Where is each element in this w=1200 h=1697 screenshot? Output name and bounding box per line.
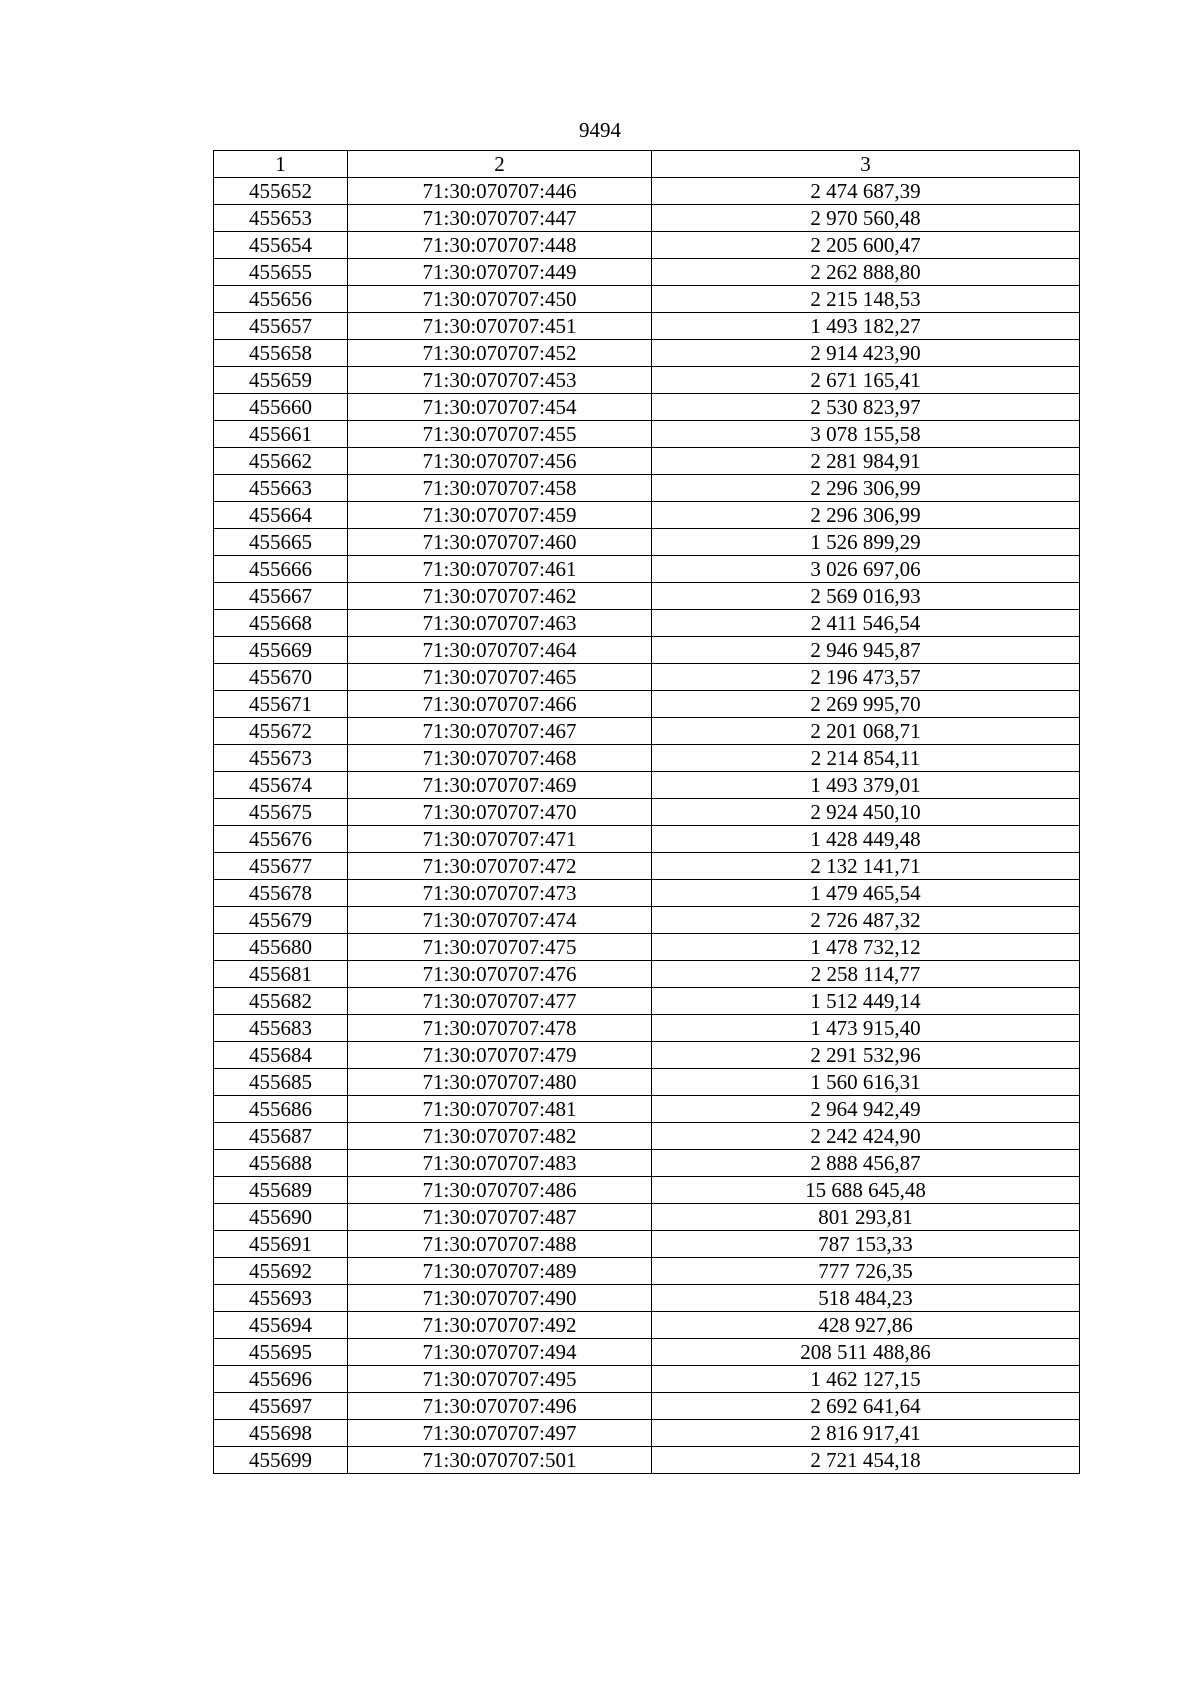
row-number-cell: 455663 xyxy=(214,475,348,502)
cadastral-number-cell: 71:30:070707:453 xyxy=(348,367,652,394)
table-row xyxy=(214,907,1080,934)
cadastral-value-cell: 2 964 942,49 xyxy=(652,1096,1080,1123)
table-row xyxy=(214,448,1080,475)
cadastral-value-cell: 1 493 182,27 xyxy=(652,313,1080,340)
table-row xyxy=(214,853,1080,880)
table-row xyxy=(214,475,1080,502)
table-row xyxy=(214,961,1080,988)
table-row xyxy=(214,313,1080,340)
cadastral-number-cell: 71:30:070707:456 xyxy=(348,448,652,475)
cadastral-value-cell: 2 914 423,90 xyxy=(652,340,1080,367)
cadastral-number-cell: 71:30:070707:480 xyxy=(348,1069,652,1096)
row-number-cell: 455667 xyxy=(214,583,348,610)
cadastral-number-cell: 71:30:070707:490 xyxy=(348,1285,652,1312)
table-row xyxy=(214,1069,1080,1096)
cadastral-number-cell: 71:30:070707:474 xyxy=(348,907,652,934)
cadastral-number-cell: 71:30:070707:465 xyxy=(348,664,652,691)
table-row xyxy=(214,1150,1080,1177)
row-number-cell: 455696 xyxy=(214,1366,348,1393)
cadastral-value-cell: 2 205 600,47 xyxy=(652,232,1080,259)
cadastral-number-cell: 71:30:070707:458 xyxy=(348,475,652,502)
table-row xyxy=(214,583,1080,610)
table-row xyxy=(214,745,1080,772)
cadastral-number-cell: 71:30:070707:479 xyxy=(348,1042,652,1069)
table-row xyxy=(214,394,1080,421)
cadastral-value-cell: 2 530 823,97 xyxy=(652,394,1080,421)
cadastral-number-cell: 71:30:070707:448 xyxy=(348,232,652,259)
cadastral-value-cell: 3 026 697,06 xyxy=(652,556,1080,583)
cadastral-value-cell: 2 269 995,70 xyxy=(652,691,1080,718)
row-number-cell: 455681 xyxy=(214,961,348,988)
cadastral-number-cell: 71:30:070707:501 xyxy=(348,1447,652,1474)
row-number-cell: 455684 xyxy=(214,1042,348,1069)
row-number-cell: 455661 xyxy=(214,421,348,448)
table-row xyxy=(214,718,1080,745)
cadastral-number-cell: 71:30:070707:468 xyxy=(348,745,652,772)
table-row xyxy=(214,205,1080,232)
cadastral-value-cell: 2 671 165,41 xyxy=(652,367,1080,394)
row-number-cell: 455690 xyxy=(214,1204,348,1231)
cadastral-value-cell: 2 474 687,39 xyxy=(652,178,1080,205)
table-row xyxy=(214,637,1080,664)
row-number-cell: 455657 xyxy=(214,313,348,340)
cadastral-number-cell: 71:30:070707:497 xyxy=(348,1420,652,1447)
table-row xyxy=(214,1096,1080,1123)
cadastral-number-cell: 71:30:070707:494 xyxy=(348,1339,652,1366)
cadastral-value-cell: 2 132 141,71 xyxy=(652,853,1080,880)
table-row xyxy=(214,178,1080,205)
table-row xyxy=(214,1420,1080,1447)
table-row xyxy=(214,1312,1080,1339)
table-row xyxy=(214,1339,1080,1366)
cadastral-number-cell: 71:30:070707:475 xyxy=(348,934,652,961)
cadastral-value-cell: 208 511 488,86 xyxy=(652,1339,1080,1366)
table-row xyxy=(214,1285,1080,1312)
table-row xyxy=(214,1177,1080,1204)
row-number-cell: 455687 xyxy=(214,1123,348,1150)
row-number-cell: 455665 xyxy=(214,529,348,556)
cadastral-value-cell: 1 526 899,29 xyxy=(652,529,1080,556)
row-number-cell: 455662 xyxy=(214,448,348,475)
cadastral-value-cell: 428 927,86 xyxy=(652,1312,1080,1339)
row-number-cell: 455677 xyxy=(214,853,348,880)
row-number-cell: 455689 xyxy=(214,1177,348,1204)
cadastral-number-cell: 71:30:070707:496 xyxy=(348,1393,652,1420)
table-body xyxy=(214,178,1080,1474)
table-row xyxy=(214,367,1080,394)
row-number-cell: 455693 xyxy=(214,1285,348,1312)
cadastral-value-cell: 518 484,23 xyxy=(652,1285,1080,1312)
table-row xyxy=(214,799,1080,826)
cadastral-number-cell: 71:30:070707:476 xyxy=(348,961,652,988)
table-row xyxy=(214,232,1080,259)
cadastral-value-cell: 1 493 379,01 xyxy=(652,772,1080,799)
cadastral-number-cell: 71:30:070707:488 xyxy=(348,1231,652,1258)
cadastral-number-cell: 71:30:070707:473 xyxy=(348,880,652,907)
page-number: 9494 xyxy=(579,118,621,142)
header-row xyxy=(214,151,1080,178)
row-number-cell: 455659 xyxy=(214,367,348,394)
cadastral-value-cell: 2 215 148,53 xyxy=(652,286,1080,313)
cadastral-number-cell: 71:30:070707:489 xyxy=(348,1258,652,1285)
cadastral-value-cell: 3 078 155,58 xyxy=(652,421,1080,448)
table-row xyxy=(214,691,1080,718)
cadastral-number-cell: 71:30:070707:471 xyxy=(348,826,652,853)
row-number-cell: 455683 xyxy=(214,1015,348,1042)
table-row xyxy=(214,772,1080,799)
cadastral-number-cell: 71:30:070707:495 xyxy=(348,1366,652,1393)
row-number-cell: 455679 xyxy=(214,907,348,934)
table-row xyxy=(214,259,1080,286)
cadastral-value-cell: 2 296 306,99 xyxy=(652,475,1080,502)
table-row xyxy=(214,340,1080,367)
cadastral-value-cell: 1 462 127,15 xyxy=(652,1366,1080,1393)
table-row xyxy=(214,664,1080,691)
row-number-cell: 455654 xyxy=(214,232,348,259)
row-number-cell: 455686 xyxy=(214,1096,348,1123)
table-row xyxy=(214,610,1080,637)
row-number-cell: 455676 xyxy=(214,826,348,853)
cadastral-number-cell: 71:30:070707:459 xyxy=(348,502,652,529)
table-row xyxy=(214,286,1080,313)
row-number-cell: 455671 xyxy=(214,691,348,718)
cadastral-value-cell: 777 726,35 xyxy=(652,1258,1080,1285)
cadastral-number-cell: 71:30:070707:447 xyxy=(348,205,652,232)
row-number-cell: 455694 xyxy=(214,1312,348,1339)
cadastral-value-cell: 2 888 456,87 xyxy=(652,1150,1080,1177)
cadastral-value-cell: 1 478 732,12 xyxy=(652,934,1080,961)
cadastral-value-cell: 2 291 532,96 xyxy=(652,1042,1080,1069)
cadastral-value-table xyxy=(213,150,1080,1474)
cadastral-number-cell: 71:30:070707:470 xyxy=(348,799,652,826)
row-number-cell: 455660 xyxy=(214,394,348,421)
cadastral-number-cell: 71:30:070707:466 xyxy=(348,691,652,718)
row-number-cell: 455691 xyxy=(214,1231,348,1258)
cadastral-number-cell: 71:30:070707:486 xyxy=(348,1177,652,1204)
cadastral-number-cell: 71:30:070707:446 xyxy=(348,178,652,205)
cadastral-number-cell: 71:30:070707:461 xyxy=(348,556,652,583)
cadastral-value-cell: 2 726 487,32 xyxy=(652,907,1080,934)
cadastral-number-cell: 71:30:070707:469 xyxy=(348,772,652,799)
table-row xyxy=(214,1042,1080,1069)
cadastral-value-cell: 2 214 854,11 xyxy=(652,745,1080,772)
cadastral-value-cell: 801 293,81 xyxy=(652,1204,1080,1231)
table-row xyxy=(214,826,1080,853)
table-row xyxy=(214,529,1080,556)
cadastral-value-cell: 2 692 641,64 xyxy=(652,1393,1080,1420)
cadastral-value-cell: 15 688 645,48 xyxy=(652,1177,1080,1204)
table-row xyxy=(214,1447,1080,1474)
cadastral-number-cell: 71:30:070707:449 xyxy=(348,259,652,286)
cadastral-value-cell: 2 569 016,93 xyxy=(652,583,1080,610)
cadastral-value-cell: 2 242 424,90 xyxy=(652,1123,1080,1150)
table-row xyxy=(214,988,1080,1015)
table-row xyxy=(214,1258,1080,1285)
cadastral-number-cell: 71:30:070707:454 xyxy=(348,394,652,421)
cadastral-value-cell: 1 560 616,31 xyxy=(652,1069,1080,1096)
row-number-cell: 455653 xyxy=(214,205,348,232)
table-row xyxy=(214,1231,1080,1258)
table-row xyxy=(214,880,1080,907)
cadastral-number-cell: 71:30:070707:451 xyxy=(348,313,652,340)
cadastral-number-cell: 71:30:070707:482 xyxy=(348,1123,652,1150)
row-number-cell: 455674 xyxy=(214,772,348,799)
cadastral-number-cell: 71:30:070707:460 xyxy=(348,529,652,556)
row-number-cell: 455688 xyxy=(214,1150,348,1177)
table-row xyxy=(214,502,1080,529)
row-number-cell: 455666 xyxy=(214,556,348,583)
table-row xyxy=(214,1366,1080,1393)
table-row xyxy=(214,421,1080,448)
cadastral-number-cell: 71:30:070707:472 xyxy=(348,853,652,880)
cadastral-value-cell: 2 258 114,77 xyxy=(652,961,1080,988)
row-number-cell: 455655 xyxy=(214,259,348,286)
row-number-cell: 455682 xyxy=(214,988,348,1015)
row-number-cell: 455692 xyxy=(214,1258,348,1285)
row-number-cell: 455699 xyxy=(214,1447,348,1474)
cadastral-number-cell: 71:30:070707:492 xyxy=(348,1312,652,1339)
row-number-cell: 455670 xyxy=(214,664,348,691)
column-header-cadastral-number: 2 xyxy=(348,151,652,178)
cadastral-number-cell: 71:30:070707:483 xyxy=(348,1150,652,1177)
cadastral-value-cell: 2 721 454,18 xyxy=(652,1447,1080,1474)
cadastral-value-cell: 2 411 546,54 xyxy=(652,610,1080,637)
table-row xyxy=(214,1204,1080,1231)
cadastral-value-cell: 2 281 984,91 xyxy=(652,448,1080,475)
row-number-cell: 455658 xyxy=(214,340,348,367)
row-number-cell: 455695 xyxy=(214,1339,348,1366)
cadastral-number-cell: 71:30:070707:478 xyxy=(348,1015,652,1042)
cadastral-number-cell: 71:30:070707:487 xyxy=(348,1204,652,1231)
column-header-number: 1 xyxy=(214,151,348,178)
row-number-cell: 455685 xyxy=(214,1069,348,1096)
cadastral-value-cell: 2 262 888,80 xyxy=(652,259,1080,286)
cadastral-number-cell: 71:30:070707:462 xyxy=(348,583,652,610)
column-header-value: 3 xyxy=(652,151,1080,178)
table-row xyxy=(214,934,1080,961)
row-number-cell: 455672 xyxy=(214,718,348,745)
table-header xyxy=(214,151,1080,178)
row-number-cell: 455673 xyxy=(214,745,348,772)
table-row xyxy=(214,1393,1080,1420)
cadastral-number-cell: 71:30:070707:464 xyxy=(348,637,652,664)
row-number-cell: 455675 xyxy=(214,799,348,826)
row-number-cell: 455680 xyxy=(214,934,348,961)
cadastral-value-cell: 1 428 449,48 xyxy=(652,826,1080,853)
cadastral-number-cell: 71:30:070707:477 xyxy=(348,988,652,1015)
row-number-cell: 455669 xyxy=(214,637,348,664)
row-number-cell: 455652 xyxy=(214,178,348,205)
row-number-cell: 455698 xyxy=(214,1420,348,1447)
cadastral-number-cell: 71:30:070707:467 xyxy=(348,718,652,745)
row-number-cell: 455678 xyxy=(214,880,348,907)
cadastral-value-cell: 2 816 917,41 xyxy=(652,1420,1080,1447)
row-number-cell: 455697 xyxy=(214,1393,348,1420)
cadastral-value-cell: 2 296 306,99 xyxy=(652,502,1080,529)
cadastral-value-cell: 2 201 068,71 xyxy=(652,718,1080,745)
cadastral-value-cell: 2 970 560,48 xyxy=(652,205,1080,232)
cadastral-value-cell: 1 479 465,54 xyxy=(652,880,1080,907)
row-number-cell: 455656 xyxy=(214,286,348,313)
row-number-cell: 455664 xyxy=(214,502,348,529)
cadastral-number-cell: 71:30:070707:463 xyxy=(348,610,652,637)
cadastral-number-cell: 71:30:070707:481 xyxy=(348,1096,652,1123)
table-row xyxy=(214,1123,1080,1150)
row-number-cell: 455668 xyxy=(214,610,348,637)
cadastral-number-cell: 71:30:070707:450 xyxy=(348,286,652,313)
table-row xyxy=(214,556,1080,583)
cadastral-number-cell: 71:30:070707:452 xyxy=(348,340,652,367)
cadastral-value-cell: 787 153,33 xyxy=(652,1231,1080,1258)
cadastral-value-cell: 2 946 945,87 xyxy=(652,637,1080,664)
cadastral-number-cell: 71:30:070707:455 xyxy=(348,421,652,448)
cadastral-value-cell: 1 512 449,14 xyxy=(652,988,1080,1015)
cadastral-value-cell: 2 196 473,57 xyxy=(652,664,1080,691)
table-row xyxy=(214,1015,1080,1042)
cadastral-value-cell: 2 924 450,10 xyxy=(652,799,1080,826)
cadastral-value-cell: 1 473 915,40 xyxy=(652,1015,1080,1042)
